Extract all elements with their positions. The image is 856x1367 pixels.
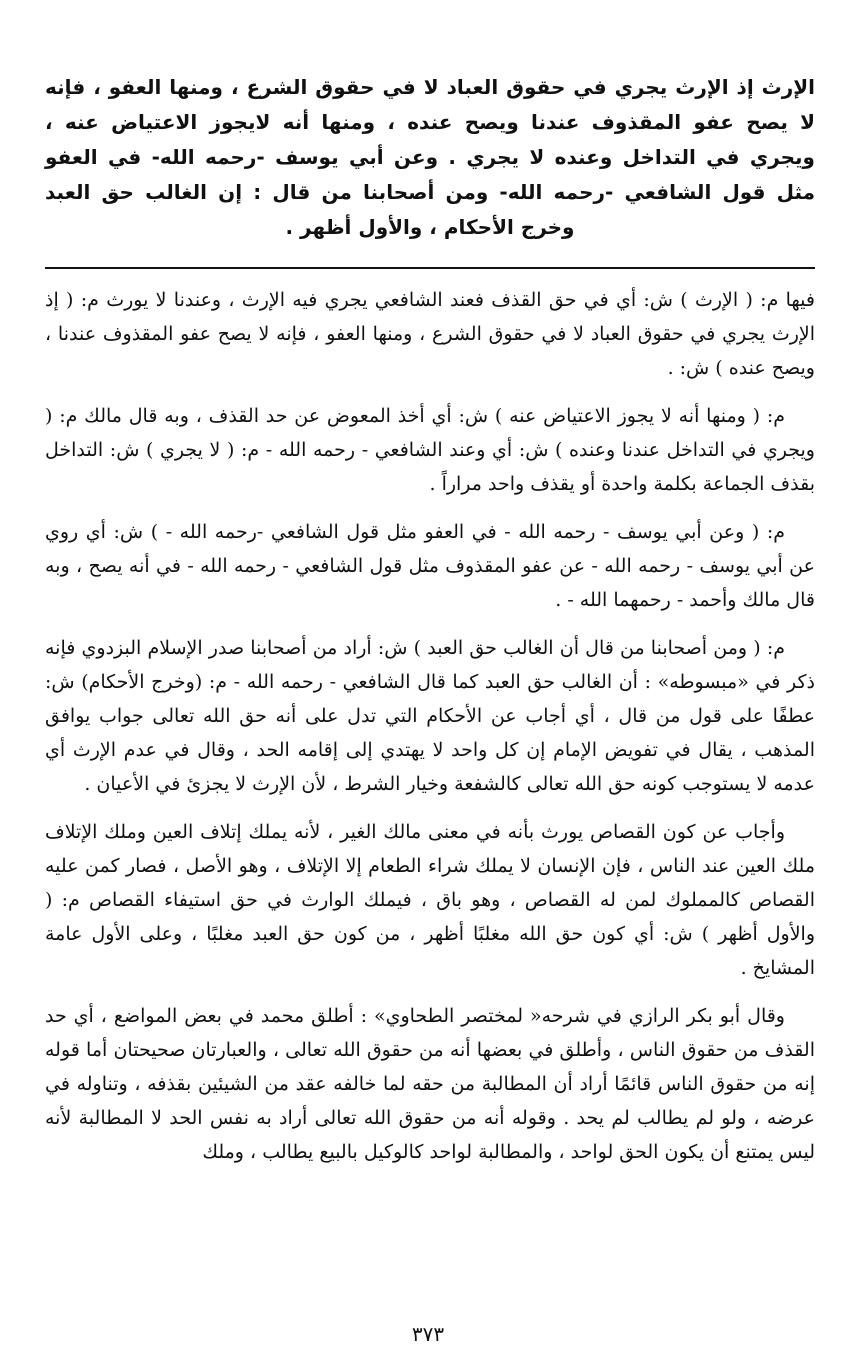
commentary-paragraph: م: ( ومنها أنه لا يجوز الاعتياض عنه ) ش: أي أخذ المعوض عن حد القذف ، وبه قال مالك م: ( ويجري في التداخل عندنا وعنده ) ش: أي وعند الشافعي - رحمه الله - م: ( لا يجري ) ش: التداخل بقذف الجماعة بكلمة واحدة أو يقذف واحد مراراً .	[45, 405, 815, 495]
matn-text: الإرث إذ الإرث يجري في حقوق العباد لا في حقوق الشرع ، ومنها العفو ، فإنه لا يصح عفو المقذوف عندنا ويصح عنده ، ومنها أنه لايجوز الاعتياض عنه ، ويجري في التداخل وعنده لا يجري . وعن أبي يوسف -رحمه الله- في العفو مثل قول الشافعي -رحمه الله- ومن أصحابنا من قال : إن الغالب حق العبد وخرج الأحكام ، والأول أظهر .	[45, 75, 815, 239]
commentary-paragraph: وأجاب عن كون القصاص يورث بأنه في معنى مالك الغير ، لأنه يملك إتلاف العين وملك الإتلاف ملك العين عند الناس ، فإن الإنسان لا يملك شراء الطعام إلا الإتلاف ، وهو الأصل ، فصار كمن عليه القصاص كالمملوك لمن له القصاص ، وهو باق ، فيملك الوارث في حق استيفاء القصاص م: ( والأول أظهر ) ش: أي كون حق الله مغلبًا أظهر ، من كون حق العبد مغلبًا ، وعلى الأول عامة المشايخ .	[45, 821, 815, 979]
commentary-paragraph: م: ( ومن أصحابنا من قال أن الغالب حق العبد ) ش: أراد من أصحابنا صدر الإسلام البزدوي فإنه ذكر في «مبسوطه» : أن الغالب حق العبد كما قال الشافعي - رحمه الله - م: (وخرج الأحكام) ش: عطفًا على قول من قال ، أي أجاب عن الأحكام التي تدل على أنه حق الله تعالى جواب يوافق المذهب ، يقال في تفويض الإمام إن كل واحد لا يهتدي إلى إقامه الحد ، وقال في عدم الإرث أي عدمه لا يستوجب كونه حق الله تعالى كالشفعة وخيار الشرط ، لأن الإرث لا يجزئ في الأعيان .	[45, 637, 815, 795]
commentary-paragraph: فيها م: ( الإرث ) ش: أي في حق القذف فعند الشافعي يجري فيه الإرث ، وعندنا لا يورث م: ( إذ الإرث يجري في حقوق العباد لا في حقوق الشرع ، ومنها العفو ، فإنه لا يصح عفو المقذوف عندنا ، ويصح عنده ) ش: .	[45, 289, 815, 379]
page-number: ٣٧٣	[411, 1322, 445, 1346]
commentary-paragraph: م: ( وعن أبي يوسف - رحمه الله - في العفو مثل قول الشافعي -رحمه الله - ) ش: أي روي عن أبي يوسف - رحمه الله - عن عفو المقذوف مثل قول الشافعي - رحمه الله - في أنه يصح ، وبه قال مالك وأحمد - رحمهما الله - .	[45, 521, 815, 611]
commentary-paragraph: وقال أبو بكر الرازي في شرحه« لمختصر الطحاوي» : أطلق محمد في بعض المواضع ، أي حد القذف من حقوق الناس ، وأطلق في بعضها أنه من حقوق الله تعالى ، والعبارتان صحيحتان أما قوله إنه من حقوق الناس قائمًا أراد أن المطالبة من حقه لما خالفه عقد من الشيئين بقذفه ، وتناوله في عرضه ، ولو لم يطالب لم يحد . وقوله أنه من حقوق الله تعالى أراد به نفس الحد لا المطالبة لأنه ليس يمتنع أن يكون الحق لواحد ، والمطالبة لواحد كالوكيل بالبيع يطالب ، وملك	[45, 1005, 815, 1163]
page-body	[45, 70, 815, 1183]
separator-line	[45, 267, 815, 269]
commentary	[45, 283, 815, 1169]
